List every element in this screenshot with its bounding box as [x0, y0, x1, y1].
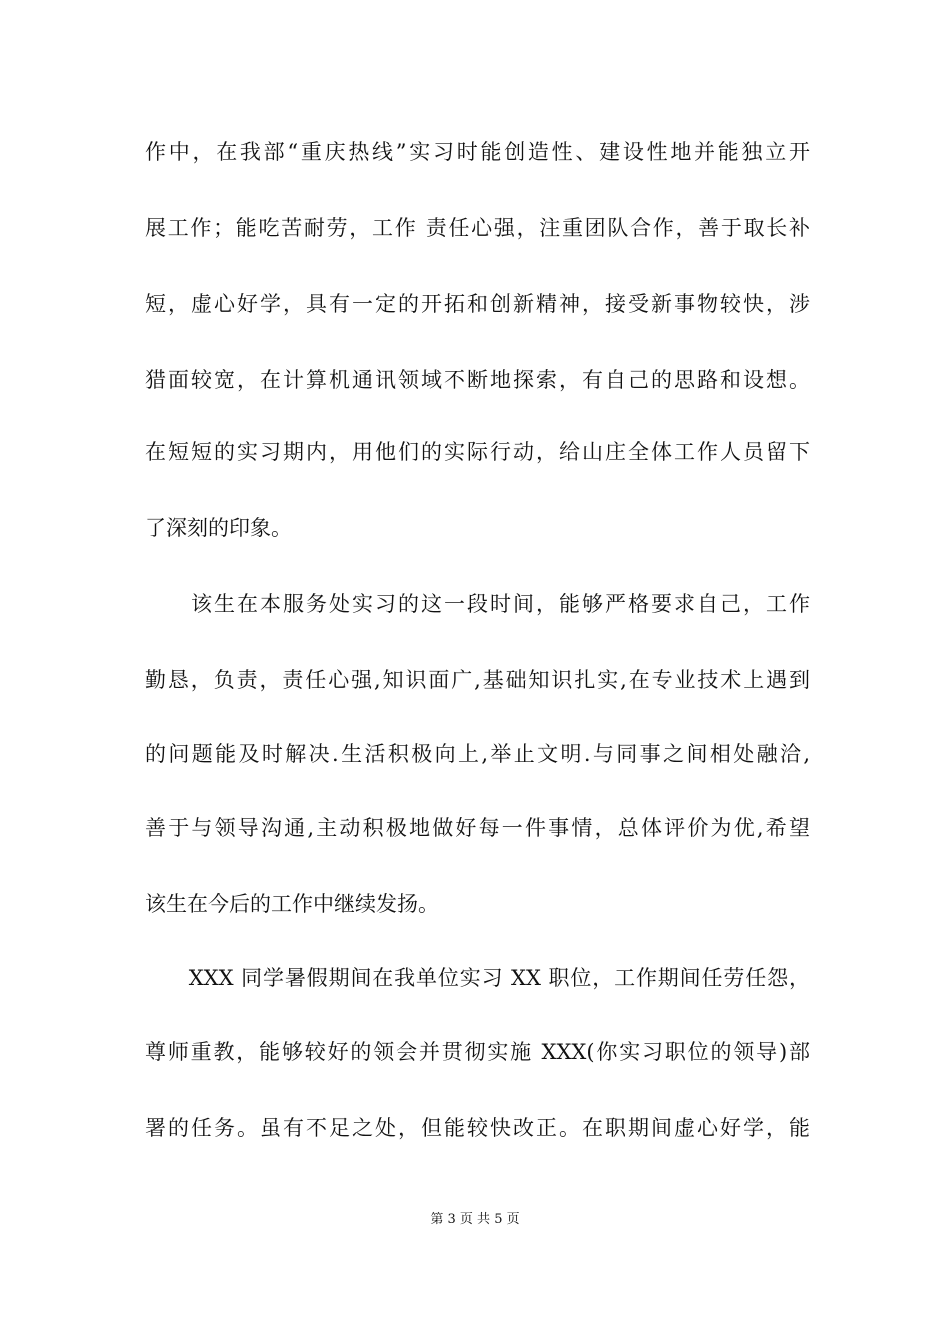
paragraph-line: 短，虚心好学，具有一定的开拓和创新精神，接受新事物较快，涉 — [145, 292, 810, 316]
page-number-footer: 第 3 页 共 5 页 — [430, 1212, 520, 1227]
paragraph-line: 该生在今后的工作中继续发扬。 — [145, 892, 439, 916]
paragraph-line: 该生在本服务处实习的这一段时间，能够严格要求自己，工作 — [145, 592, 810, 616]
paragraph-line: 猎面较宽，在计算机通讯领域不断地探索，有自己的思路和设想。 — [145, 368, 810, 392]
paragraph-line: 展工作；能吃苦耐劳，工作 责任心强，注重团队合作，善于取长补 — [145, 216, 810, 240]
paragraph-line: 作中，在我部“重庆热线”实习时能创造性、建设性地并能独立开 — [145, 140, 810, 164]
paragraph-line: 了深刻的印象。 — [145, 516, 292, 540]
paragraph-line: 勤恳，负责，责任心强,知识面广,基础知识扎实,在专业技术上遇到 — [145, 668, 810, 692]
paragraph-line: 的问题能及时解决.生活积极向上,举止文明.与同事之间相处融洽, — [145, 742, 810, 766]
paragraph-line: XXX 同学暑假期间在我单位实习 XX 职位，工作期间任劳任怨， — [145, 966, 810, 990]
paragraph-line: 善于与领导沟通,主动积极地做好每一件事情，总体评价为优,希望 — [145, 816, 810, 840]
paragraph-line: 署的任务。虽有不足之处，但能较快改正。在职期间虚心好学，能 — [145, 1116, 810, 1140]
paragraph-line: 尊师重教，能够较好的领会并贯彻实施 XXX(你实习职位的领导)部 — [145, 1040, 810, 1064]
paragraph-line: 在短短的实习期内，用他们的实际行动，给山庄全体工作人员留下 — [145, 440, 810, 464]
